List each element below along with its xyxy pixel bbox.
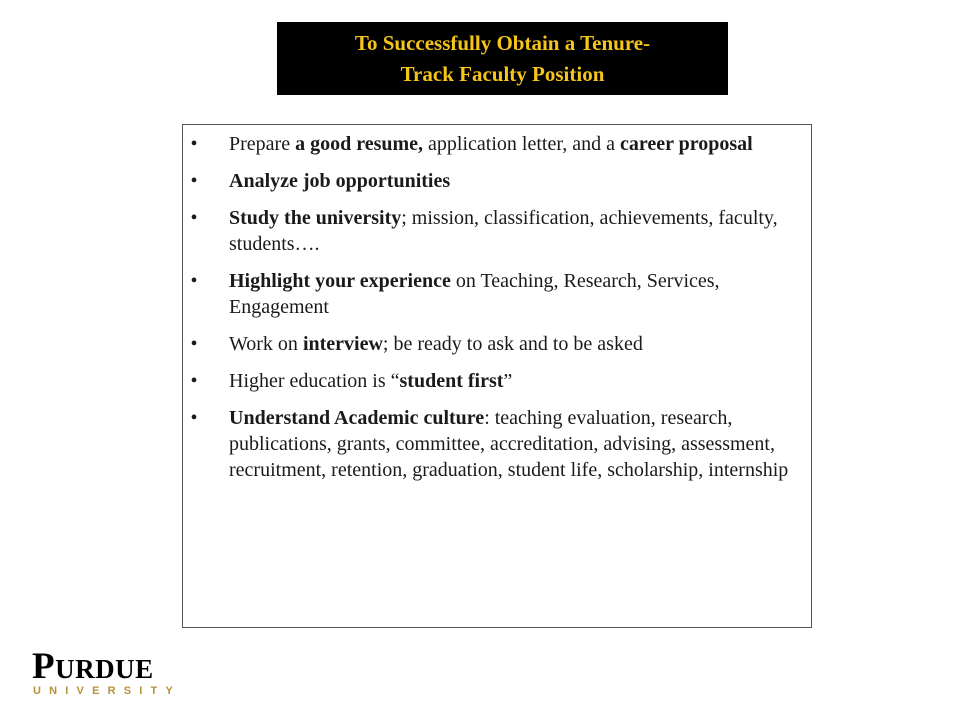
bullet-item: [183, 268, 811, 320]
logo-wordmark-rest: URDUE: [55, 654, 154, 684]
bullet-text-bold: career proposal: [619, 133, 753, 155]
bullet-dot-icon: •: [190, 207, 198, 229]
bullet-dot-icon: •: [190, 407, 198, 429]
bullet-list: [183, 125, 811, 483]
bullet-text-bold: Analyze job opportunities: [229, 170, 451, 192]
bullet-text-bold: Highlight your experience: [229, 270, 451, 292]
purdue-university-logo: [32, 646, 182, 702]
bullet-text-bold: interview: [302, 333, 383, 355]
bullet-text-bold: Understand Academic culture: [229, 407, 485, 429]
bullet-text: on Teaching, Research, Services, Engagement: [229, 270, 720, 318]
bullet-content-box: [182, 124, 812, 628]
bullet-text: ; be ready to ask and to be asked: [382, 333, 643, 355]
bullet-text: : teaching evaluation, research, publications, grants, committee, accreditation, advising, assessment, recruitment, retention, graduation, student life, scholarship, internship: [229, 407, 789, 481]
logo-subtitle: UNIVERSITY: [33, 685, 182, 697]
bullet-item: [183, 405, 811, 483]
slide-title-line-2: Track Faculty Position: [400, 61, 605, 86]
bullet-item: [183, 131, 811, 157]
slide-title: [277, 22, 728, 95]
slide-title-line-1: To Successfully Obtain a Tenure-: [354, 30, 651, 55]
bullet-text: Prepare: [229, 133, 296, 155]
bullet-text: application letter, and a: [423, 133, 620, 155]
bullet-dot-icon: •: [190, 170, 198, 192]
bullet-text: ; mission, classification, achievements, faculty, students….: [229, 207, 778, 255]
logo-wordmark: [32, 646, 154, 687]
bullet-item: [183, 168, 811, 194]
bullet-text-bold: Study the university: [229, 207, 402, 229]
bullet-item: [183, 205, 811, 257]
bullet-item: [183, 331, 811, 357]
bullet-dot-icon: •: [190, 270, 198, 292]
bullet-text: Higher education is “: [229, 370, 400, 392]
bullet-text-bold: a good resume,: [295, 133, 424, 155]
bullet-dot-icon: •: [190, 370, 198, 392]
bullet-dot-icon: •: [190, 333, 198, 355]
logo-wordmark-initial: P: [32, 646, 56, 687]
bullet-text: ”: [503, 370, 513, 392]
bullet-text-bold: student first: [399, 370, 504, 392]
bullet-text: Work on: [229, 333, 303, 355]
bullet-item: [183, 368, 811, 394]
bullet-dot-icon: •: [190, 133, 198, 155]
